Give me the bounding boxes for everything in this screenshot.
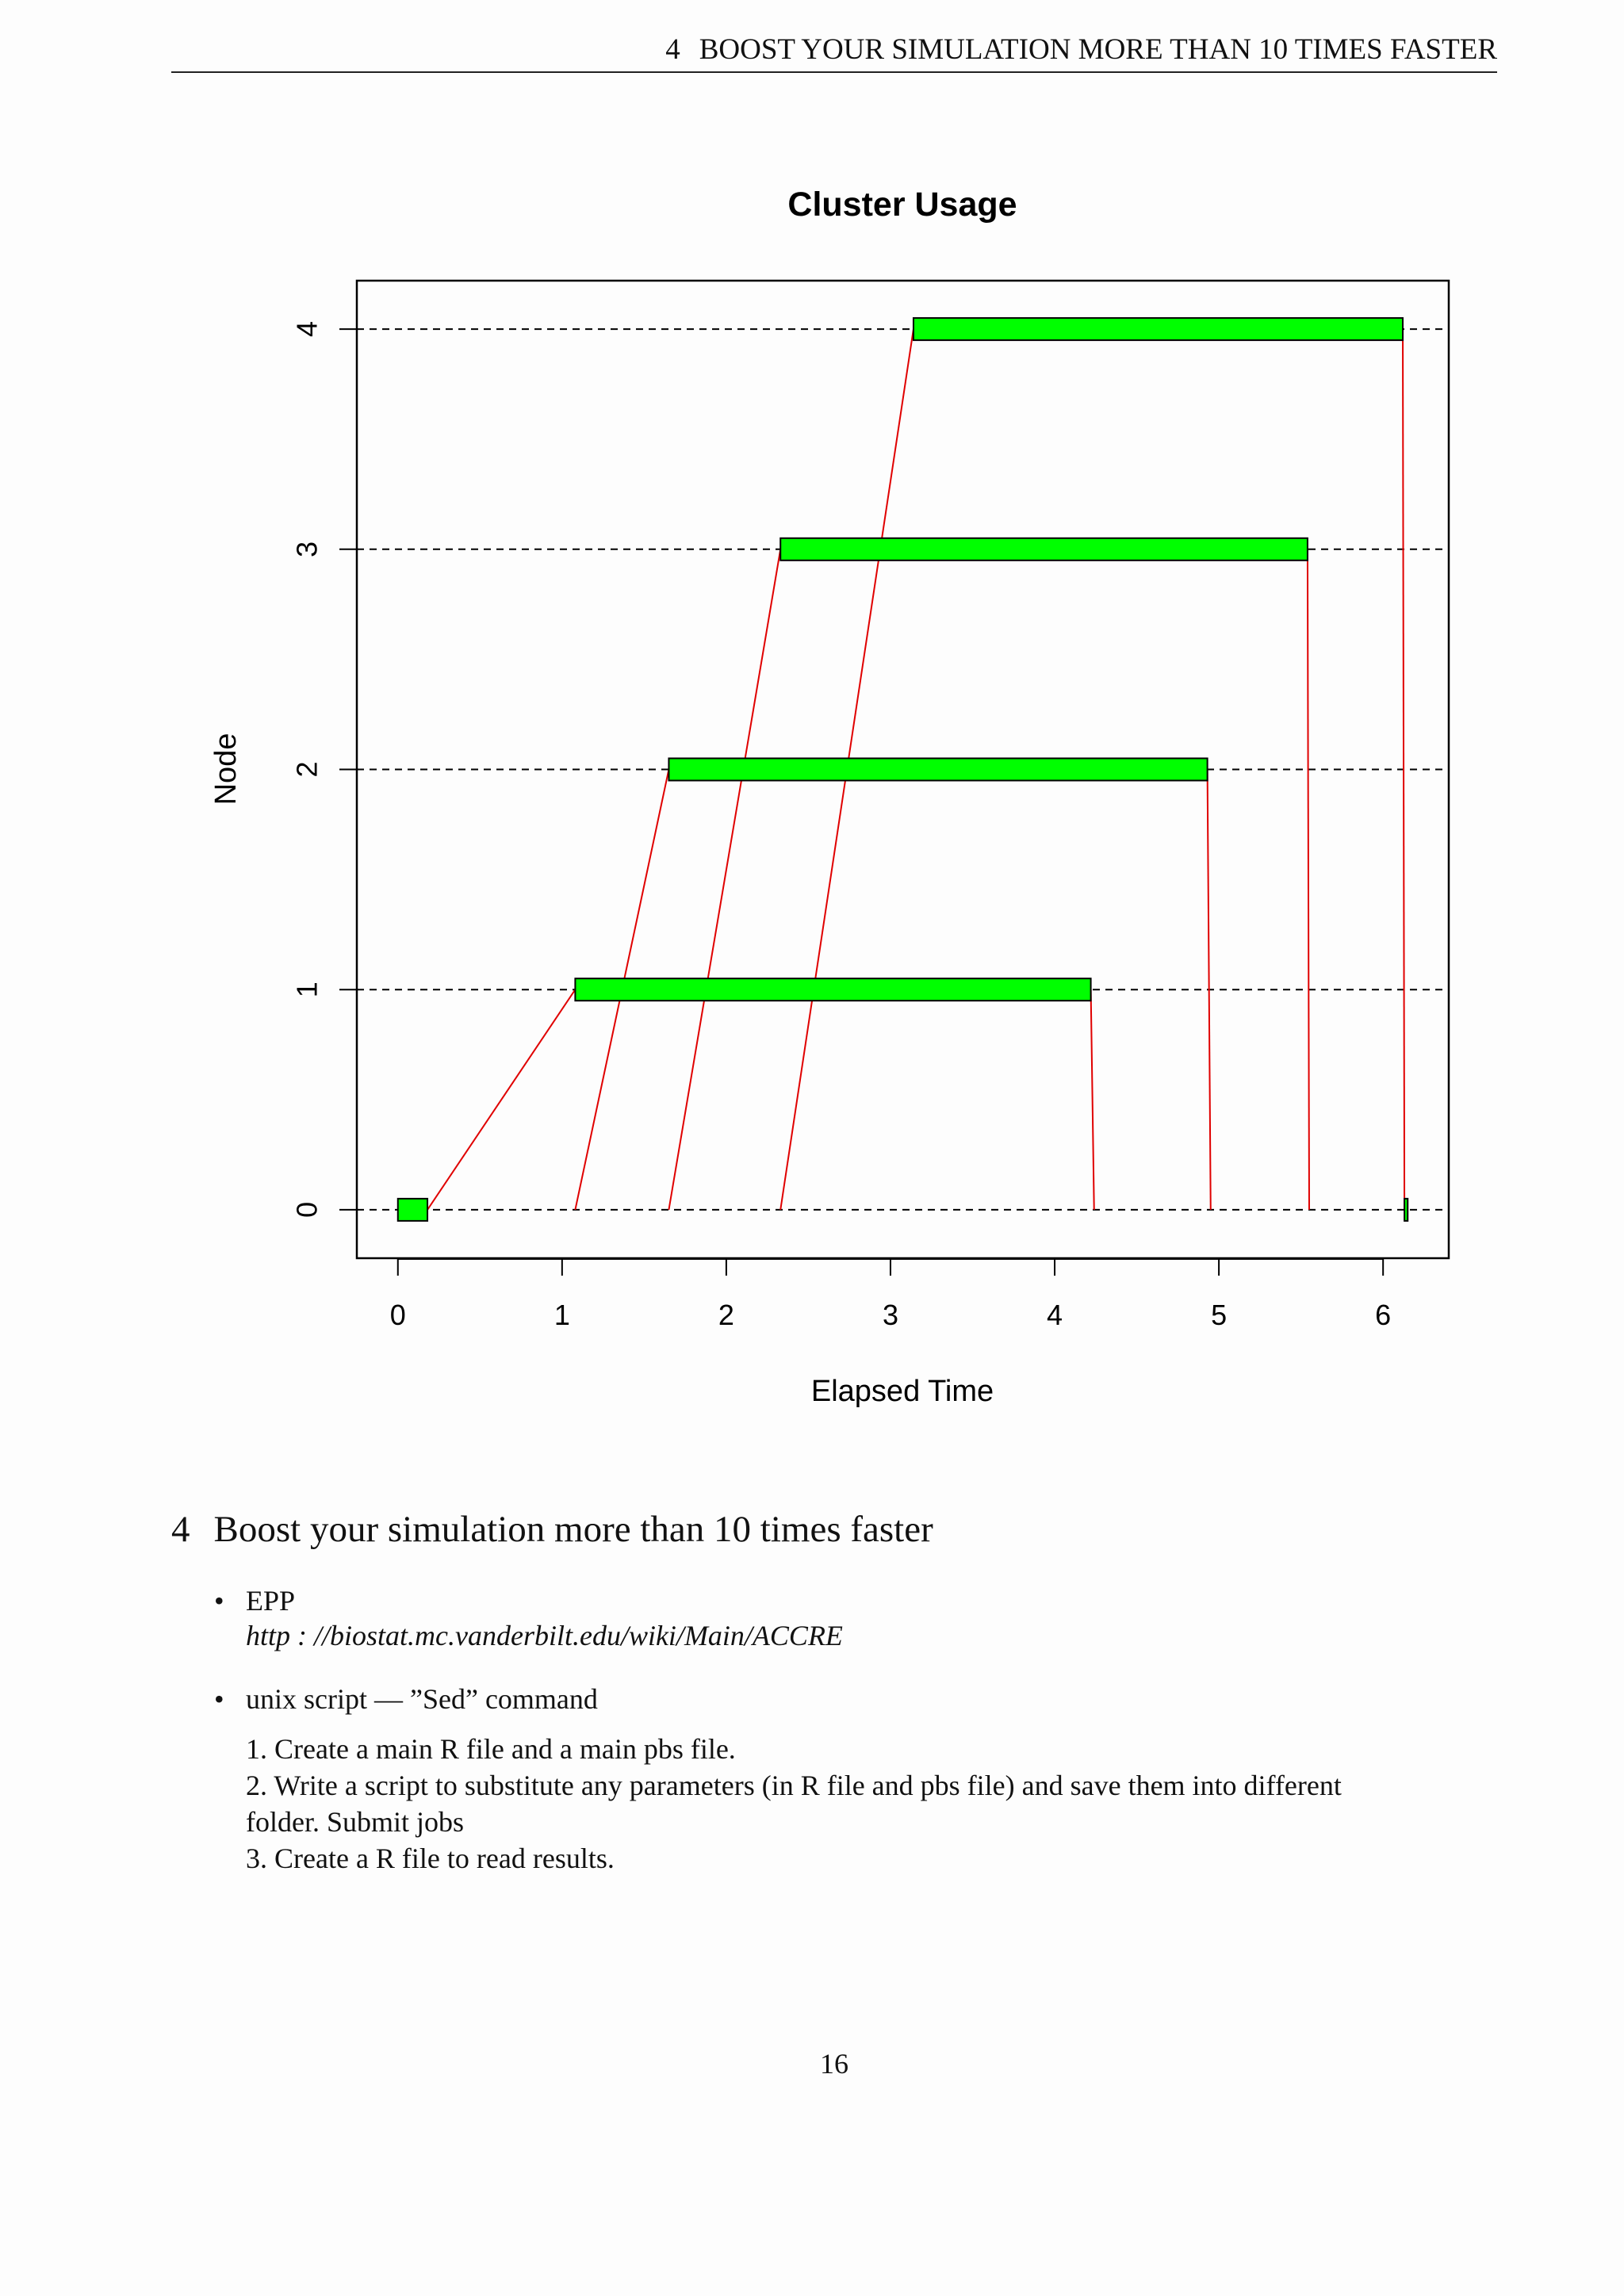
node-bar <box>575 978 1090 1001</box>
bullet-dot: • <box>214 1683 224 1715</box>
chart-title: Cluster Usage <box>787 186 1017 224</box>
send-line <box>668 549 780 1210</box>
y-tick-label: 3 <box>290 541 324 557</box>
y-tick-label: 4 <box>290 321 324 338</box>
x-tick-label: 4 <box>1047 1299 1063 1331</box>
x-axis <box>390 1258 1391 1331</box>
step-2: 2. Write a script to substitute any parameters (in R file and pbs file) and save them into different <box>246 1770 1342 1801</box>
node-bar <box>398 1199 427 1221</box>
node-bar <box>668 759 1207 781</box>
bullet-epp: EPP <box>246 1585 296 1617</box>
bullet-epp-url[interactable]: http : //biostat.mc.vanderbilt.edu/wiki/Main/ACCRE <box>246 1620 843 1651</box>
header-section-number: 4 <box>665 33 680 66</box>
step-3: 3. Create a R file to read results. <box>246 1843 615 1874</box>
section-heading <box>171 1508 933 1551</box>
return-line <box>1091 989 1094 1210</box>
node-bar <box>1404 1199 1408 1221</box>
node-bar <box>914 318 1403 340</box>
y-axis <box>291 321 357 1218</box>
x-tick-label: 6 <box>1375 1299 1392 1331</box>
x-tick-label: 1 <box>553 1299 570 1331</box>
step-1: 1. Create a main R file and a main pbs file. <box>246 1733 736 1765</box>
node-bar <box>780 538 1308 561</box>
step-2-continued: folder. Submit jobs <box>246 1806 465 1838</box>
y-tick-label: 0 <box>290 1201 324 1218</box>
return-line <box>1308 549 1309 1210</box>
x-tick-label: 3 <box>882 1299 898 1331</box>
return-line <box>1403 329 1404 1210</box>
y-tick-label: 1 <box>290 982 324 998</box>
x-tick-label: 0 <box>389 1299 406 1331</box>
bullet-unix-script: unix script — ”Sed” command <box>246 1683 598 1715</box>
x-tick-label: 5 <box>1211 1299 1228 1331</box>
x-axis-label: Elapsed Time <box>810 1375 994 1408</box>
send-line <box>427 989 575 1210</box>
page-number: 16 <box>820 2048 848 2080</box>
section-number: 4 <box>171 1509 190 1550</box>
y-axis-label: Node <box>209 733 243 806</box>
y-tick-label: 2 <box>290 761 324 778</box>
header-title: BOOST YOUR SIMULATION MORE THAN 10 TIMES FASTER <box>699 33 1497 66</box>
bullet-dot: • <box>214 1585 224 1617</box>
x-tick-label: 2 <box>718 1299 734 1331</box>
section-title: Boost your simulation more than 10 times faster <box>213 1509 933 1550</box>
